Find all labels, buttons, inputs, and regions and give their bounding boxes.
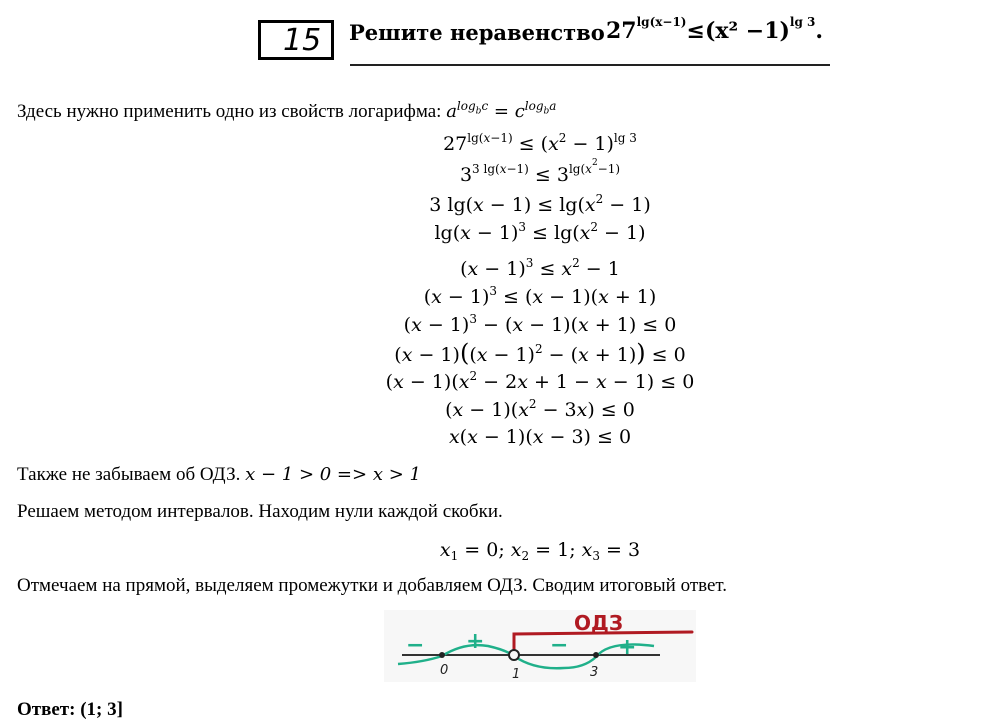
intervals-text: Решаем методом интервалов. Находим нули каждой скобки. (17, 501, 503, 522)
sign-2: + (466, 629, 485, 654)
point-0 (439, 652, 445, 658)
point-1 (509, 650, 519, 660)
point-label-0: 0 (440, 663, 449, 678)
odz-text: Также не забываем об ОДЗ. (17, 464, 241, 485)
step-2: $3^{3 lg(x-1)} \le 3^{lg(x^2-1)}$ (459, 158, 621, 186)
step-8: $(x - 1)((x - 1)^2 - (x + 1)) \le 0$ (394, 339, 686, 367)
mark-text: Отмечаем на прямой, выделяем промежутки и добавляем ОДЗ. Сводим итоговый ответ. (17, 575, 728, 596)
number-line-figure (384, 610, 696, 682)
step-1: $27^{lg(x-1)} \le (x^2 - 1)^{lg 3}$ (443, 131, 637, 155)
answer: Ответ: (1; 3] (17, 699, 123, 720)
point-label-1: 1 (512, 667, 521, 682)
odz-line (17, 463, 421, 487)
odz-formula: x − 1 > 0 => x > 1 (245, 464, 421, 485)
point-label-3: 3 (590, 665, 599, 680)
task-number-box (258, 20, 334, 60)
step-5: $(x - 1)^3 \le x^2 - 1$ (460, 256, 620, 280)
sign-curve (398, 644, 654, 668)
intro-formula: $a^{log_bc} = c^{log_ba}$ (446, 99, 557, 122)
step-7: $(x - 1)^3 - (x - 1)(x + 1) \le 0$ (403, 312, 677, 336)
header-rule (350, 64, 830, 66)
step-3: 3 $\lg(x - 1) \le \lg(x^2 - 1)$ (429, 192, 651, 216)
intro-text: Здесь нужно применить одно из свойств логарифма: (17, 101, 442, 122)
task-formula: $27^{lg(x-1)}\le(x^2 -1)^{lg 3}$. (606, 15, 824, 44)
odz-label: ОДЗ (574, 611, 624, 635)
task-title: Решите неравенство (349, 20, 605, 45)
roots: $x_1 = 0$; $x_2 = 1$; $x_3 = 3$ (439, 539, 641, 563)
step-6: $(x - 1)^3 \le (x - 1)(x + 1)$ (423, 284, 657, 308)
intro-line (17, 94, 556, 124)
step-11: x(x − 1)(x − 3) ≤ 0 (448, 426, 632, 448)
step-10: $(x - 1)(x^2 - 3x) \le 0$ (445, 397, 635, 421)
task-number: 15 (283, 23, 322, 58)
number-line-svg (384, 610, 696, 682)
sign-4: + (618, 635, 637, 660)
sign-1: − (406, 633, 425, 658)
step-9: $(x - 1)(x^2 - 2x + 1 - x - 1) \le 0$ (385, 369, 695, 393)
sign-3: − (550, 633, 569, 658)
step-4: $\lg(x - 1)^3 \le \lg(x^2 - 1)$ (434, 220, 646, 244)
point-3 (593, 652, 599, 658)
